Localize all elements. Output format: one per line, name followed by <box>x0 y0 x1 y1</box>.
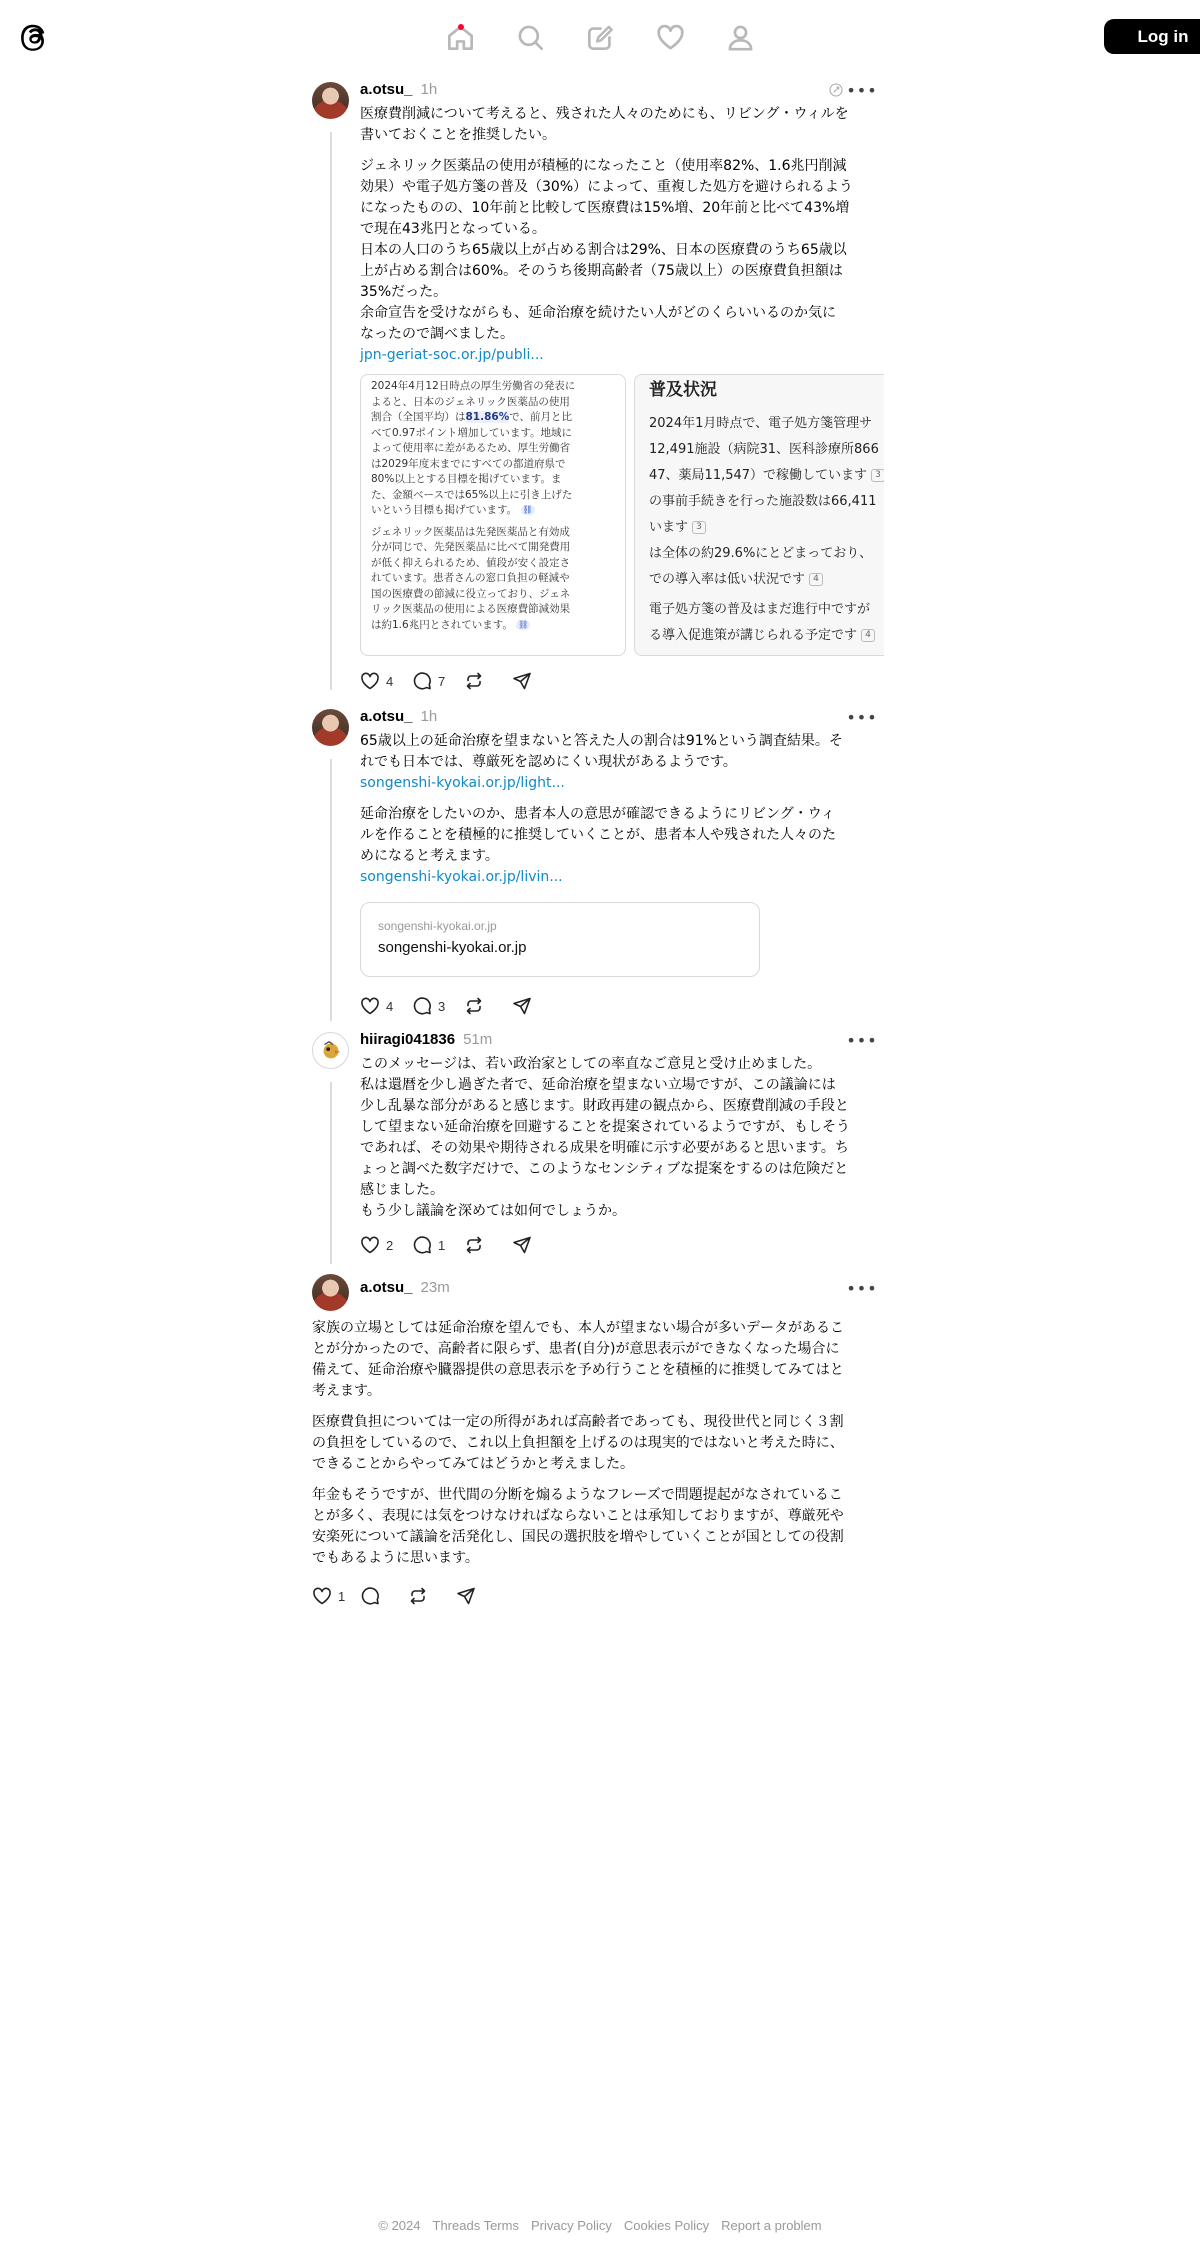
post-time[interactable]: 1h <box>420 80 438 98</box>
link-preview-title: songenshi-kyokai.or.jp <box>378 939 527 956</box>
image-carousel[interactable] <box>360 374 884 656</box>
thread-connector-line <box>330 759 332 1021</box>
reply-count: 1 <box>438 1237 446 1253</box>
like-button[interactable] <box>360 996 412 1016</box>
like-button[interactable] <box>360 671 412 691</box>
post-actions <box>360 1226 884 1264</box>
repost-icon <box>464 1235 484 1255</box>
post-text: 家族の立場としては延命治療を望んでも、本人が望まない場合が多いデータがあるこ とが分かったので、高齢者に限らず、患者(自分)が意思表示ができなくなった場合に 備えて、延命治療や臓器提供の意思表示を予め行うことを積極的に推奨してみてはと 考えます。 <box>312 1320 844 1399</box>
post-link[interactable]: songenshi-kyokai.or.jp/livin... <box>360 869 563 885</box>
more-options-icon[interactable]: ••• <box>846 1278 878 1298</box>
link-chain-icon: ⛓ <box>518 619 529 629</box>
more-options-icon[interactable]: ••• <box>846 707 878 727</box>
footer-report-link[interactable]: Report a problem <box>721 2218 822 2233</box>
post-link[interactable]: jpn-geriat-soc.or.jp/publi... <box>360 347 544 363</box>
like-button[interactable] <box>312 1586 360 1606</box>
comment-icon <box>412 1235 432 1255</box>
reference-badge: 4 <box>809 573 823 586</box>
profile-icon <box>726 23 755 52</box>
nav-search[interactable] <box>500 14 560 60</box>
share-button[interactable] <box>456 1586 504 1606</box>
like-button[interactable] <box>360 1235 412 1255</box>
heart-icon <box>656 23 685 52</box>
post-username[interactable]: a.otsu_ <box>360 1278 413 1296</box>
thread-post <box>312 701 884 1024</box>
heart-icon <box>312 1586 332 1606</box>
avatar[interactable] <box>312 1274 349 1311</box>
avatar[interactable] <box>312 82 349 119</box>
sparkle-icon[interactable] <box>824 78 848 102</box>
reply-button[interactable] <box>360 1586 408 1606</box>
footer-terms-link[interactable]: Threads Terms <box>432 2218 519 2233</box>
card-heading: 普及状況 <box>649 380 717 400</box>
search-icon <box>516 23 545 52</box>
post-text: 医療費負担については一定の所得があれば高齢者であっても、現役世代と同じく３割 の負担をしているので、これ以上負担額を上げるのは現実的ではないと考えた時に、 できることからやってみてはどうかと考えました。 <box>312 1414 844 1472</box>
post-text: 延命治療をしたいのか、患者本人の意思が確認できるようにリビング・ウィ ルを作ることを積極的に推奨していくことが、患者本人や残された人々のた めになると考えます。 <box>360 806 836 864</box>
post-time[interactable]: 1h <box>420 707 438 725</box>
reference-badge: 3 <box>692 521 706 534</box>
repost-button[interactable] <box>408 1586 456 1606</box>
notification-dot <box>458 24 464 30</box>
post-meta <box>360 1272 884 1302</box>
reply-button[interactable] <box>412 1235 464 1255</box>
repost-button[interactable] <box>464 671 512 691</box>
post-text: 65歳以上の延命治療を望まないと答えた人の割合は91%という調査結果。そ れでも日本では、尊厳死を認めにくい現状があるようです。 <box>360 733 843 770</box>
compose-icon <box>586 23 615 52</box>
heart-icon <box>360 996 380 1016</box>
thread-connector-line <box>330 1082 332 1264</box>
post-time[interactable]: 51m <box>463 1030 493 1048</box>
share-button[interactable] <box>512 1235 560 1255</box>
heart-icon <box>360 1235 380 1255</box>
thread-post <box>312 1024 884 1268</box>
card-line: 電子処方箋の普及はまだ進行中ですが <box>649 602 871 617</box>
threads-logo-icon[interactable] <box>19 19 51 55</box>
like-count: 1 <box>338 1588 346 1604</box>
share-icon <box>512 1235 532 1255</box>
footer-cookies-link[interactable]: Cookies Policy <box>623 2218 710 2233</box>
more-options-icon[interactable]: ••• <box>846 80 878 100</box>
link-chain-icon: ⛓ <box>522 505 533 514</box>
post-username[interactable]: a.otsu_ <box>360 80 413 98</box>
post-text: 年金もそうですが、世代間の分断を煽るようなフレーズで問題提起がなされているこ とが多く、表現には気をつけなければならないことは承知しておりますが、尊厳死や 安楽死について議論を活発化し、国民の選択肢を増やしていくことが国としての役割 でもあるように思います。 <box>312 1487 844 1566</box>
screenshot-image-e-prescription[interactable] <box>634 374 884 656</box>
like-count: 2 <box>386 1237 394 1253</box>
avatar[interactable] <box>312 1032 349 1069</box>
link-preview-card[interactable] <box>360 902 760 977</box>
repost-icon <box>464 671 484 691</box>
post-meta <box>360 701 884 731</box>
nav-profile[interactable] <box>710 14 770 60</box>
post-actions <box>312 1577 884 1615</box>
main-post <box>312 1268 884 1615</box>
reply-button[interactable] <box>412 996 464 1016</box>
card-line: の事前手続きを行った施設数は66,411 <box>649 494 877 509</box>
share-icon <box>512 996 532 1016</box>
card-line: 2024年1月時点で、電子処方箋管理サ <box>649 416 873 431</box>
post-time[interactable]: 23m <box>420 1278 450 1296</box>
like-count: 4 <box>386 673 394 689</box>
like-count: 4 <box>386 998 394 1014</box>
card-line: は全体の約29.6%にとどまっており、 <box>649 546 873 561</box>
card-line: います <box>649 520 689 535</box>
post-meta <box>360 1024 884 1054</box>
reply-button[interactable] <box>412 671 464 691</box>
comment-icon <box>360 1586 380 1606</box>
heart-icon <box>360 671 380 691</box>
post-link[interactable]: songenshi-kyokai.or.jp/light... <box>360 775 565 791</box>
comment-icon <box>412 996 432 1016</box>
repost-button[interactable] <box>464 1235 512 1255</box>
share-icon <box>456 1586 476 1606</box>
reply-count: 3 <box>438 998 446 1014</box>
more-options-icon[interactable]: ••• <box>846 1030 878 1050</box>
card-text: 2024年4月12日時点の厚生労働省の発表に よると、日本のジェネリック医薬品の使用 割合（全国平均）は <box>371 380 576 423</box>
post-actions <box>360 987 884 1025</box>
screenshot-image-generic-drugs[interactable] <box>360 374 626 656</box>
nav-home[interactable] <box>430 14 490 60</box>
thread-post <box>312 72 884 701</box>
post-text: このメッセージは、若い政治家としての率直なご意見と受け止めました。 私は還暦を少し過ぎた者で、延命治療を望まない立場ですが、この議論には 少し乱暴な部分があると感じます。財政再建の観点から、医療費削減の手段と して望まない延命治療を回避することを提案されているようですが、もしそう であれば、その効果や期待される成果を明確に示す必要があると思います。ち ょっと調べた数字だけで、このようなセンシティブな提案をするのは危険だと 感じました。 もう少し議論を深めては如何でしょうか。 <box>360 1056 850 1219</box>
repost-icon <box>464 996 484 1016</box>
thread-connector-line <box>330 132 332 690</box>
repost-icon <box>408 1586 428 1606</box>
post-text: ジェネリック医薬品の使用が積極的になったこと（使用率82%、1.6兆円削減 効果）や電子処方箋の普及（30%）によって、重複した処方を避けられるよう になったものの、10年前と比較して医療費は15%増、20年前と比べて43%増 で現在43兆円となっている。 日本の人口のうち65歳以上が占める割合は29%、日本の医療費のうち65歳以 上が占める割合は60%。そのうち後期高齢者（75歳以上）の医療費負担額は 35%だった。 余命宣告を受けながらも、延命治療を続けたい人がどのくらいいるのか気に なったので調べました。 <box>360 158 853 342</box>
top-navigation <box>430 0 770 72</box>
reference-badge: 4 <box>861 629 875 642</box>
card-line: 47、薬局11,547）で稼働しています <box>649 468 868 483</box>
login-button[interactable]: Log in <box>1104 19 1200 54</box>
share-button[interactable] <box>512 996 560 1016</box>
card-line: での導入率は低い状況です <box>649 572 806 587</box>
footer-copyright: © 2024 <box>378 2218 421 2233</box>
thread-container <box>312 72 884 1615</box>
post-text: 医療費削減について考えると、残された人々のためにも、リビング・ウィルを 書いておくことを推奨したい。 <box>360 106 849 143</box>
post-username[interactable]: a.otsu_ <box>360 707 413 725</box>
nav-compose[interactable] <box>570 14 630 60</box>
post-actions <box>360 662 884 700</box>
avatar[interactable] <box>312 709 349 746</box>
share-button[interactable] <box>512 671 560 691</box>
reply-count: 7 <box>438 673 446 689</box>
card-line: る導入促進策が講じられる予定です <box>649 628 858 643</box>
bird-avatar-icon <box>317 1037 345 1065</box>
repost-button[interactable] <box>464 996 512 1016</box>
card-text: で、前月と比 べて0.97ポイント増加しています。地域に よって使用率に差があるため、厚生労働省 は2029年度末までにすべての都道府県で 80%以上とする目標を掲げています。ま た、金額ベースでは65%以上に引き上げた いという目標も掲げています。 <box>371 411 573 516</box>
footer-privacy-link[interactable]: Privacy Policy <box>530 2218 612 2233</box>
comment-icon <box>412 671 432 691</box>
reference-badge: 3 <box>871 469 884 482</box>
post-username[interactable]: hiiragi041836 <box>360 1030 456 1048</box>
post-meta <box>360 74 884 104</box>
nav-activity[interactable] <box>640 14 700 60</box>
card-line: 12,491施設（病院31、医科診療所866 <box>649 442 879 457</box>
link-preview-domain: songenshi-kyokai.or.jp <box>378 919 497 933</box>
card-text: ジェネリック医薬品は先発医薬品と有効成 分が同じで、先発医薬品に比べて開発費用 が低く抑えられるため、値段が安く設定さ れています。患者さんの窓口負担の軽減や 国の医療費の節減に役立っており、ジェネ リック医薬品の使用による医療費節減効果 は約1.6兆円とされています。 <box>371 525 571 631</box>
card-highlight: 81.86% <box>465 411 510 423</box>
share-icon <box>512 671 532 691</box>
footer <box>0 2218 1200 2233</box>
